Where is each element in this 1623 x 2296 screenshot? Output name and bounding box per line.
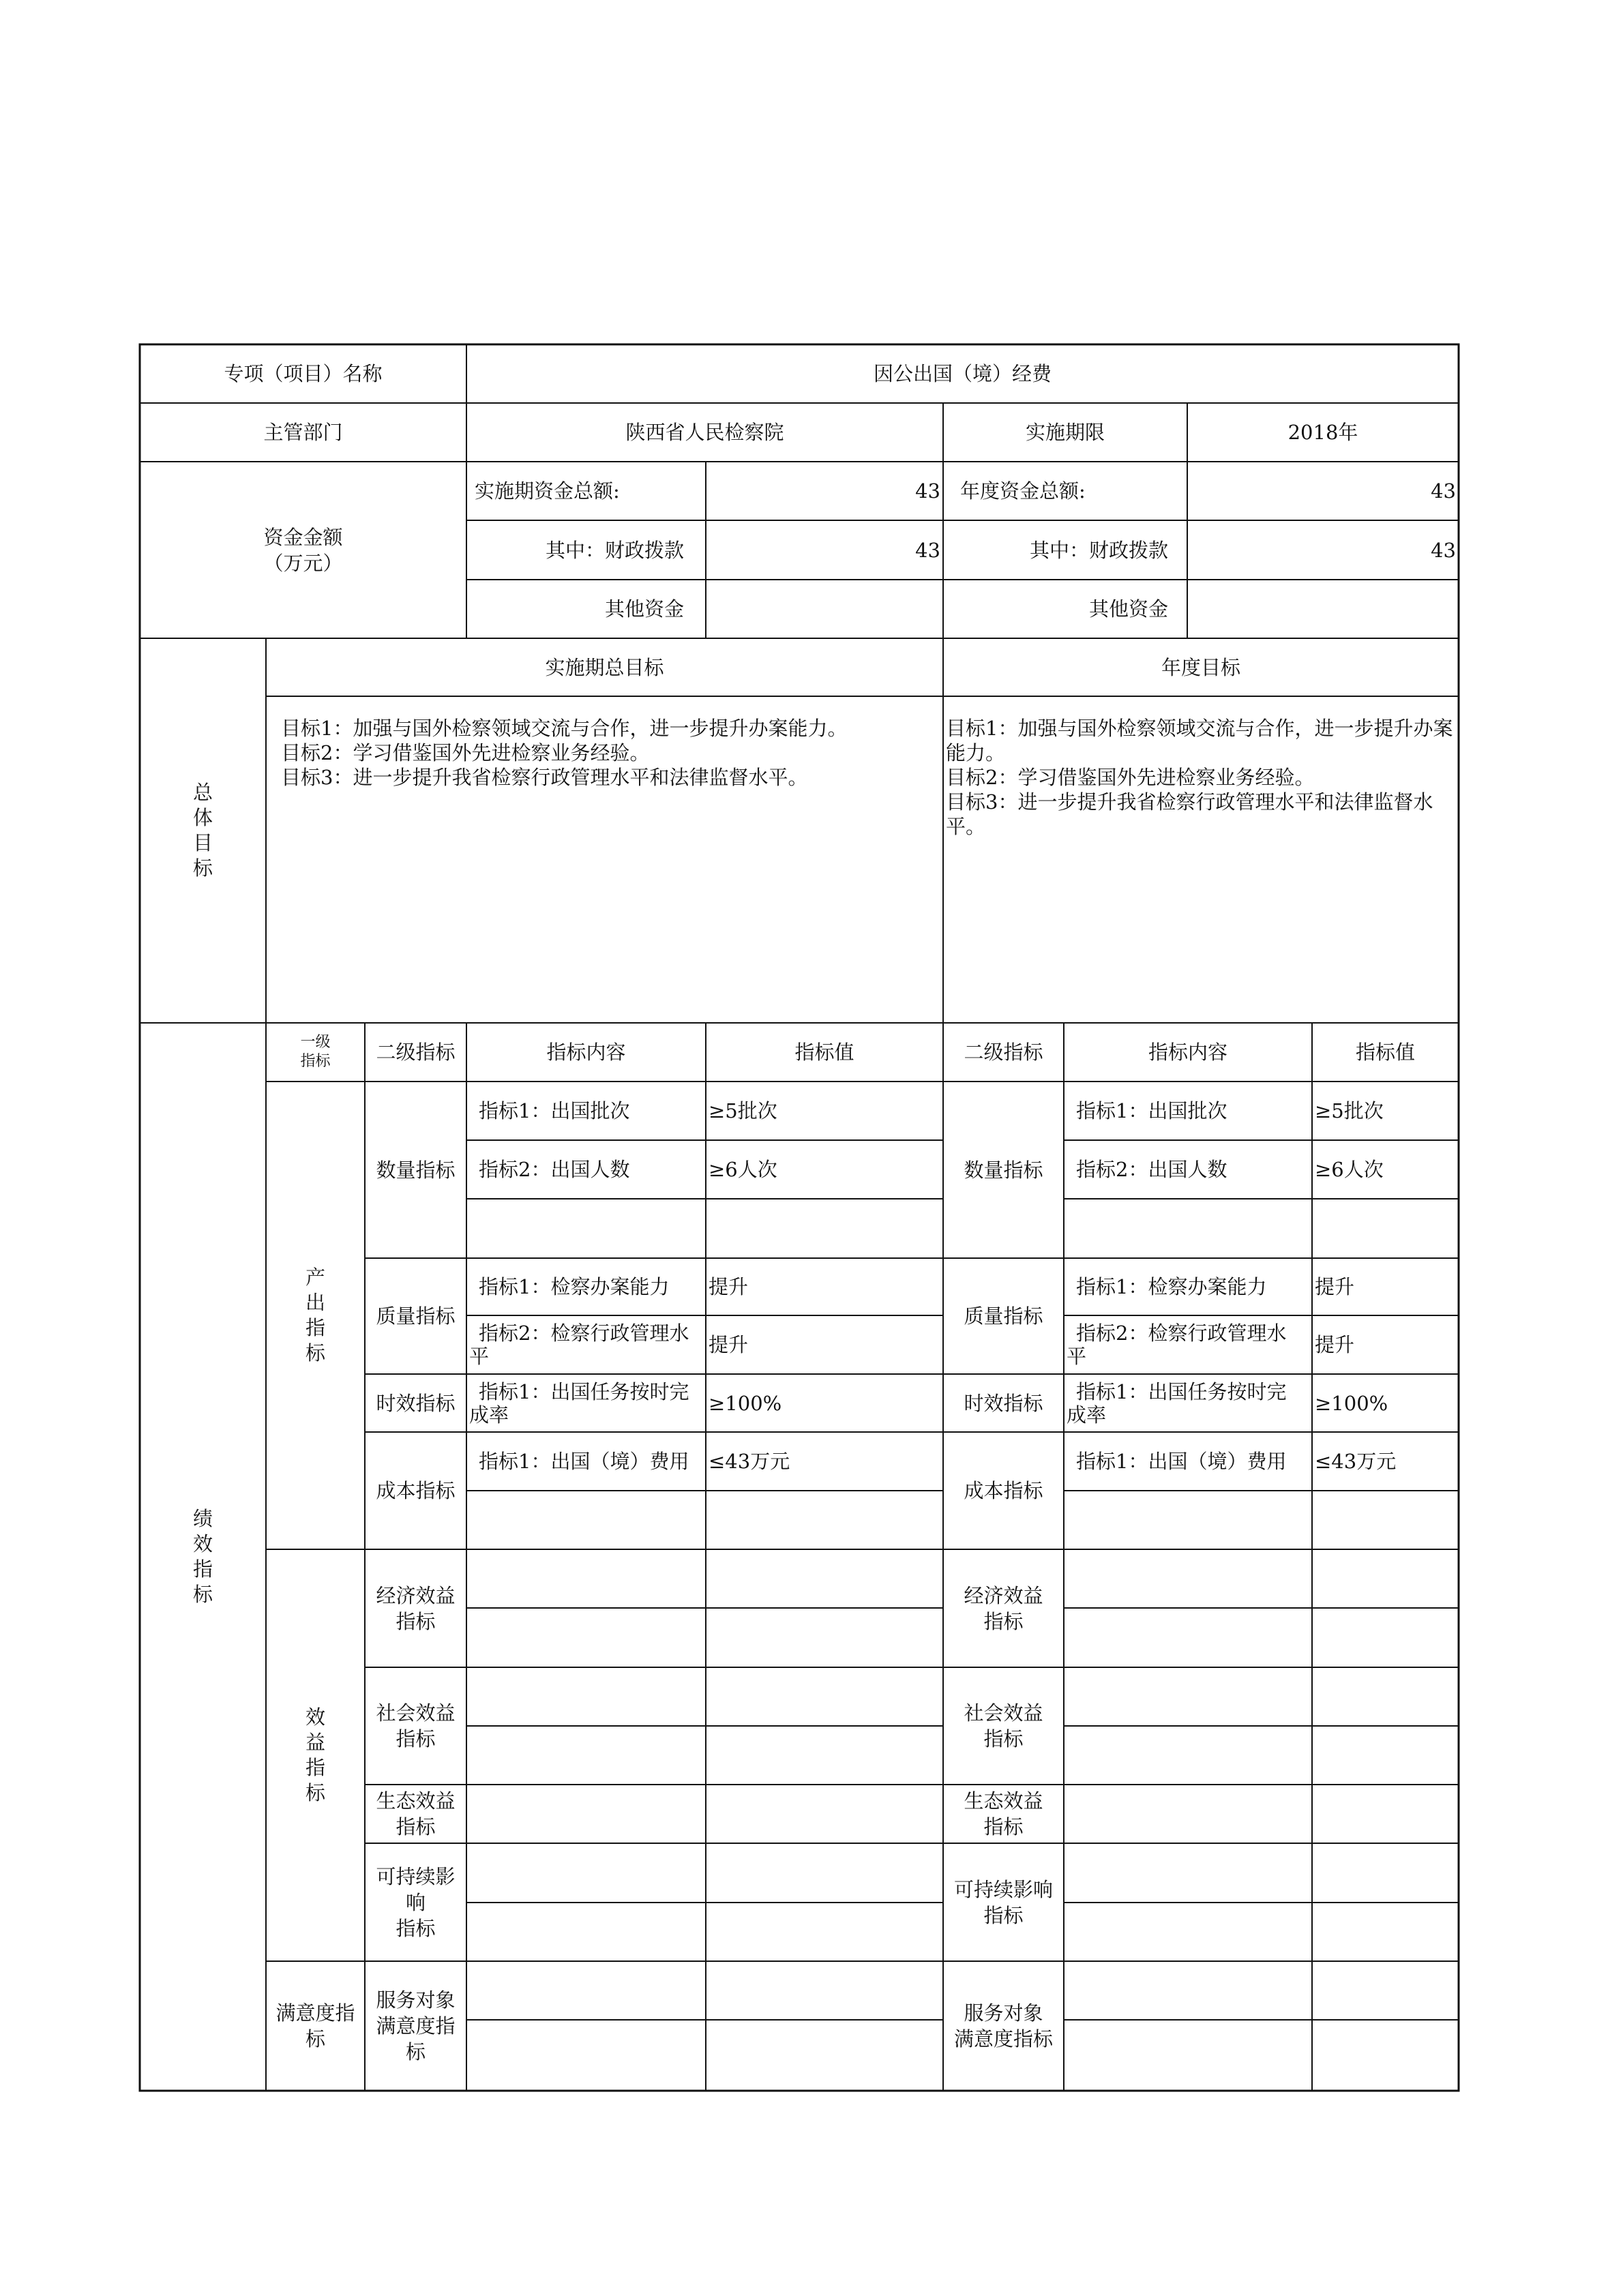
q1-content-right: 指标1：出国批次 bbox=[1076, 1099, 1227, 1122]
c1-value-right: ≤43万元 bbox=[1315, 1450, 1397, 1473]
qa1-content-left: 指标1：检察办案能力 bbox=[479, 1275, 670, 1298]
annual-total-value: 43 bbox=[1431, 479, 1456, 503]
impl-goal-header: 实施期总目标 bbox=[545, 655, 664, 679]
period-label: 实施期限 bbox=[1025, 421, 1105, 444]
qa2-content-right: 指标2：检察行政管理水 平 bbox=[1067, 1322, 1287, 1368]
qa2-value-right: 提升 bbox=[1315, 1333, 1355, 1356]
annual-goal-2: 目标2：学习借鉴国外先进检察业务经验。 bbox=[946, 766, 1315, 789]
timeliness-label-right: 时效指标 bbox=[964, 1391, 1043, 1415]
q1-value-left: ≥5批次 bbox=[709, 1099, 777, 1122]
q1-value-right: ≥5批次 bbox=[1315, 1099, 1384, 1122]
quantity-label-right: 数量指标 bbox=[964, 1158, 1043, 1182]
service-label-right: 服务对象 满意度指标 bbox=[953, 2001, 1053, 2051]
eco-label-left: 生态效益 指标 bbox=[376, 1789, 456, 1838]
project-name-label: 专项（项目）名称 bbox=[224, 362, 383, 385]
impl-goal-3: 目标3：进一步提升我省检察行政管理水平和法律监督水平。 bbox=[281, 766, 808, 789]
quality-label-left: 质量指标 bbox=[376, 1304, 456, 1328]
eco-label-right: 生态效益 指标 bbox=[964, 1789, 1043, 1838]
qa1-content-right: 指标1：检察办案能力 bbox=[1076, 1275, 1267, 1298]
impl-total-value: 43 bbox=[915, 479, 940, 503]
perf-label: 绩 效 指 标 bbox=[192, 1507, 213, 1606]
impl-fiscal-value: 43 bbox=[915, 538, 940, 562]
hdr-level2-left: 二级指标 bbox=[376, 1041, 456, 1064]
hdr-content-left: 指标内容 bbox=[546, 1041, 626, 1064]
t1-content-left: 指标1：出国任务按时完 成率 bbox=[469, 1380, 689, 1427]
dept-value: 陕西省人民检察院 bbox=[625, 421, 784, 444]
quantity-label-left: 数量指标 bbox=[376, 1158, 456, 1182]
cost-label-right: 成本指标 bbox=[964, 1479, 1043, 1502]
sustain-label-left: 可持续影 响 指标 bbox=[376, 1864, 456, 1940]
impl-goal-text bbox=[266, 716, 943, 1016]
q1-content-left: 指标1：出国批次 bbox=[479, 1099, 630, 1122]
hdr-level2-right: 二级指标 bbox=[964, 1041, 1043, 1064]
benefit-indicator-label: 效 益 指 标 bbox=[305, 1705, 325, 1804]
annual-total-label: 年度资金总额: bbox=[960, 479, 1086, 503]
q2-content-right: 指标2：出国人数 bbox=[1076, 1158, 1227, 1181]
economic-label-left: 经济效益 指标 bbox=[376, 1583, 456, 1633]
output-indicator-label: 产 出 指 标 bbox=[305, 1266, 325, 1365]
annual-goal-3: 目标3：进一步提升我省检察行政管理水平和法律监督水平。 bbox=[946, 790, 1433, 838]
hdr-value-left: 指标值 bbox=[794, 1041, 854, 1064]
qa2-value-left: 提升 bbox=[709, 1333, 749, 1356]
annual-fiscal-label: 其中：财政拨款 bbox=[1029, 538, 1168, 562]
t1-value-right: ≥100% bbox=[1315, 1391, 1388, 1415]
dept-label: 主管部门 bbox=[263, 421, 343, 444]
q2-value-left: ≥6人次 bbox=[709, 1158, 777, 1181]
cost-label-left: 成本指标 bbox=[376, 1479, 456, 1502]
c1-content-left: 指标1：出国（境）费用 bbox=[479, 1450, 689, 1473]
project-name-value: 因公出国（境）经费 bbox=[873, 362, 1052, 385]
impl-other-label: 其他资金 bbox=[604, 597, 684, 621]
q2-value-right: ≥6人次 bbox=[1315, 1158, 1384, 1181]
c1-content-right: 指标1：出国（境）费用 bbox=[1076, 1450, 1287, 1473]
annual-other-label: 其他资金 bbox=[1088, 597, 1168, 621]
impl-fiscal-label: 其中：财政拨款 bbox=[545, 538, 684, 562]
annual-goal-1: 目标1：加强与国外检察领域交流与合作，进一步提升办案能力。 bbox=[946, 717, 1453, 764]
impl-goal-2: 目标2：学习借鉴国外先进检察业务经验。 bbox=[281, 741, 650, 764]
c1-value-left: ≤43万元 bbox=[709, 1450, 790, 1473]
annual-goal-text bbox=[943, 716, 1459, 1016]
social-label-left: 社会效益 指标 bbox=[376, 1701, 456, 1750]
timeliness-label-left: 时效指标 bbox=[376, 1391, 456, 1415]
hdr-level1: 一级 指标 bbox=[300, 1034, 331, 1070]
satisfaction-indicator-label: 满意度指 标 bbox=[276, 2001, 355, 2051]
impl-total-label: 实施期资金总额: bbox=[475, 479, 620, 503]
hdr-content-right: 指标内容 bbox=[1148, 1041, 1227, 1064]
qa1-value-left: 提升 bbox=[709, 1275, 749, 1298]
annual-fiscal-value: 43 bbox=[1431, 538, 1456, 562]
service-label-left: 服务对象 满意度指 标 bbox=[376, 1988, 456, 2063]
hdr-value-right: 指标值 bbox=[1355, 1041, 1415, 1064]
t1-value-left: ≥100% bbox=[709, 1391, 782, 1415]
social-label-right: 社会效益 指标 bbox=[964, 1701, 1043, 1750]
period-value: 2018年 bbox=[1287, 421, 1358, 444]
funds-label: 资金金额 （万元） bbox=[263, 525, 343, 575]
qa1-value-right: 提升 bbox=[1315, 1275, 1355, 1298]
qa2-content-left: 指标2：检察行政管理水 平 bbox=[469, 1322, 689, 1368]
economic-label-right: 经济效益 指标 bbox=[964, 1583, 1043, 1633]
overall-goal-label: 总 体 目 标 bbox=[192, 781, 213, 880]
annual-goal-header: 年度目标 bbox=[1161, 655, 1240, 679]
t1-content-right: 指标1：出国任务按时完 成率 bbox=[1067, 1380, 1287, 1427]
sustain-label-right: 可持续影响 指标 bbox=[953, 1877, 1053, 1927]
q2-content-left: 指标2：出国人数 bbox=[479, 1158, 630, 1181]
quality-label-right: 质量指标 bbox=[964, 1304, 1043, 1328]
impl-goal-1: 目标1：加强与国外检察领域交流与合作，进一步提升办案能力。 bbox=[281, 717, 848, 740]
